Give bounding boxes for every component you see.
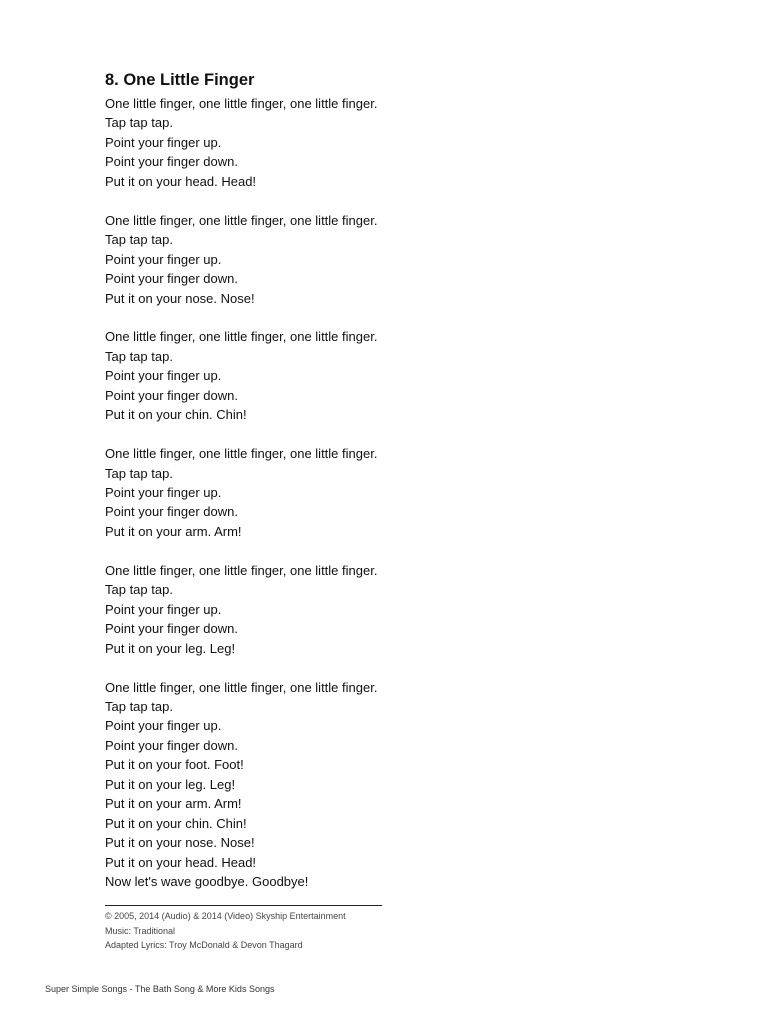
lyric-line: Put it on your nose. Nose!	[105, 835, 255, 851]
lyric-line: One little finger, one little finger, one little finger.	[105, 96, 378, 111]
lyric-line: Now let's wave goodbye. Goodbye!	[105, 874, 309, 890]
lyric-line: Put it on your head. Head!	[105, 173, 257, 189]
lyric-line: Point your finger up.	[105, 485, 222, 501]
lyric-line: Put it on your chin. Chin!	[105, 815, 247, 831]
verse	[105, 94, 377, 191]
lyric-line: Tap tap tap.	[105, 582, 173, 598]
lyric-line: Point your finger up.	[105, 718, 222, 734]
lyric-line: Tap tap tap.	[105, 115, 173, 131]
lyric-line: One little finger, one little finger, one little finger.	[105, 446, 378, 462]
copyright-line: © 2005, 2014 (Audio) & 2014 (Video) Skyship Entertainment	[105, 911, 346, 921]
lyric-line: Put it on your nose. Nose!	[105, 290, 255, 306]
song-title: 8. One Little Finger	[105, 71, 255, 89]
lyric-line: One little finger, one little finger, one little finger.	[105, 679, 378, 695]
lyric-line: One little finger, one little finger, one little finger.	[105, 329, 378, 345]
lyric-line: Point your finger down.	[105, 387, 238, 403]
music-credit: Music: Traditional	[105, 925, 176, 936]
lyrics-credit: Adapted Lyrics: Troy McDonald & Devon Thagard	[105, 940, 303, 950]
lyric-line: Tap tap tap.	[105, 348, 173, 364]
verse	[105, 211, 377, 308]
lyric-line: Point your finger up.	[105, 601, 222, 617]
lyric-line: Tap tap tap.	[105, 232, 173, 248]
verse	[105, 561, 377, 658]
lyric-line: Point your finger up.	[105, 251, 222, 267]
lyric-line: Put it on your foot. Foot!	[105, 757, 244, 773]
verse	[105, 327, 377, 424]
credits-divider	[105, 905, 382, 906]
lyric-line: One little finger, one little finger, one little finger.	[105, 212, 378, 228]
lyric-line: One little finger, one little finger, one little finger.	[105, 562, 378, 578]
lyric-line: Point your finger up.	[105, 368, 222, 384]
verse	[105, 444, 377, 541]
lyric-line: Point your finger down.	[105, 737, 238, 753]
lyric-line: Put it on your head. Head!	[105, 854, 257, 870]
lyric-line: Point your finger down.	[105, 621, 238, 637]
lyric-line: Put it on your leg. Leg!	[105, 640, 236, 656]
lyric-line: Tap tap tap.	[105, 465, 173, 481]
lyric-line: Point your finger down.	[105, 271, 238, 287]
lyric-line: Put it on your arm. Arm!	[105, 523, 242, 539]
lyric-line: Put it on your arm. Arm!	[105, 796, 242, 812]
lyric-line: Point your finger down.	[105, 154, 238, 170]
lyric-line: Point your finger up.	[105, 134, 222, 150]
credits-block	[105, 909, 346, 953]
lyric-line: Put it on your leg. Leg!	[105, 776, 236, 792]
lyric-line: Point your finger down.	[105, 504, 238, 520]
verse	[105, 678, 377, 892]
lyrics-body	[105, 94, 377, 892]
lyric-line: Tap tap tap.	[105, 698, 173, 714]
lyric-line: Put it on your chin. Chin!	[105, 407, 247, 423]
page-footer: Super Simple Songs - The Bath Song & More Kids Songs	[45, 984, 275, 994]
